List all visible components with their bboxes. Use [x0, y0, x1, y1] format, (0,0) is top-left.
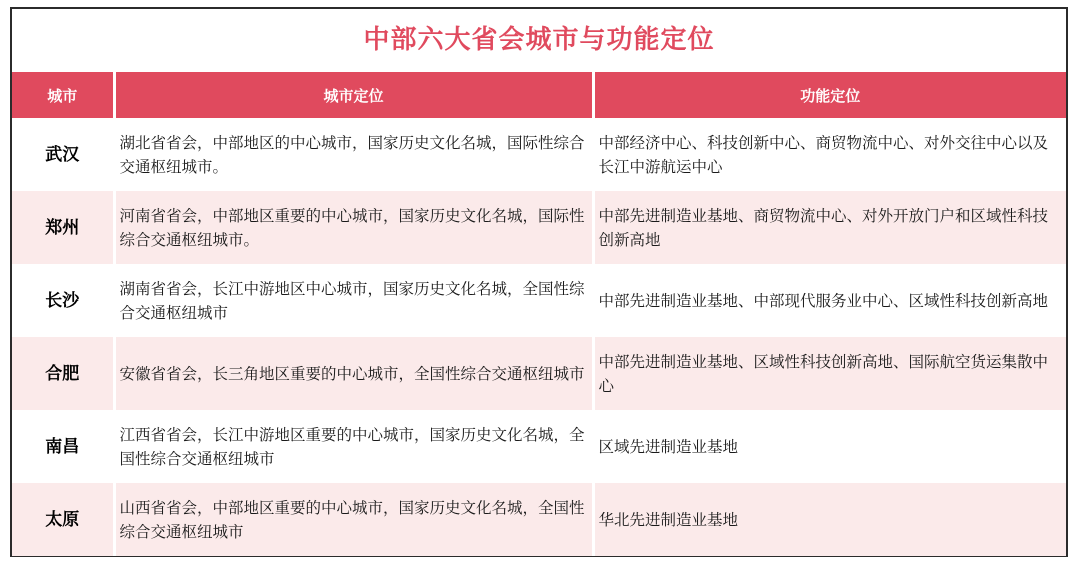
city-function: 区域先进制造业基地 [593, 410, 1066, 483]
city-positioning: 湖南省省会，长江中游地区中心城市，国家历史文化名城，全国性综合交通枢纽城市 [114, 264, 593, 337]
city-name: 合肥 [12, 337, 114, 410]
table-row [12, 118, 1066, 191]
table-frame [10, 7, 1068, 557]
city-name: 武汉 [12, 118, 114, 191]
city-name: 太原 [12, 483, 114, 556]
city-name: 南昌 [12, 410, 114, 483]
city-function: 华北先进制造业基地 [593, 483, 1066, 556]
table-row [12, 191, 1066, 264]
header-city: 城市 [12, 72, 114, 118]
city-positioning: 河南省省会，中部地区重要的中心城市，国家历史文化名城，国际性综合交通枢纽城市。 [114, 191, 593, 264]
table-row [12, 337, 1066, 410]
city-name: 郑州 [12, 191, 114, 264]
city-function: 中部先进制造业基地、商贸物流中心、对外开放门户和区域性科技创新高地 [593, 191, 1066, 264]
table-row [12, 410, 1066, 483]
city-positioning: 湖北省省会，中部地区的中心城市，国家历史文化名城，国际性综合交通枢纽城市。 [114, 118, 593, 191]
city-positioning: 江西省省会，长江中游地区重要的中心城市，国家历史文化名城，全国性综合交通枢纽城市 [114, 410, 593, 483]
header-function: 功能定位 [593, 72, 1066, 118]
city-function: 中部先进制造业基地、区域性科技创新高地、国际航空货运集散中心 [593, 337, 1066, 410]
city-function: 中部先进制造业基地、中部现代服务业中心、区域性科技创新高地 [593, 264, 1066, 337]
city-function: 中部经济中心、科技创新中心、商贸物流中心、对外交往中心以及长江中游航运中心 [593, 118, 1066, 191]
city-positioning: 山西省省会，中部地区重要的中心城市，国家历史文化名城，全国性综合交通枢纽城市 [114, 483, 593, 556]
city-name: 长沙 [12, 264, 114, 337]
city-positioning: 安徽省省会，长三角地区重要的中心城市，全国性综合交通枢纽城市 [114, 337, 593, 410]
table-title: 中部六大省会城市与功能定位 [363, 25, 715, 55]
table-row [12, 483, 1066, 556]
header-positioning: 城市定位 [114, 72, 593, 118]
table-row [12, 264, 1066, 337]
city-table [12, 72, 1066, 556]
header-row [12, 72, 1066, 118]
